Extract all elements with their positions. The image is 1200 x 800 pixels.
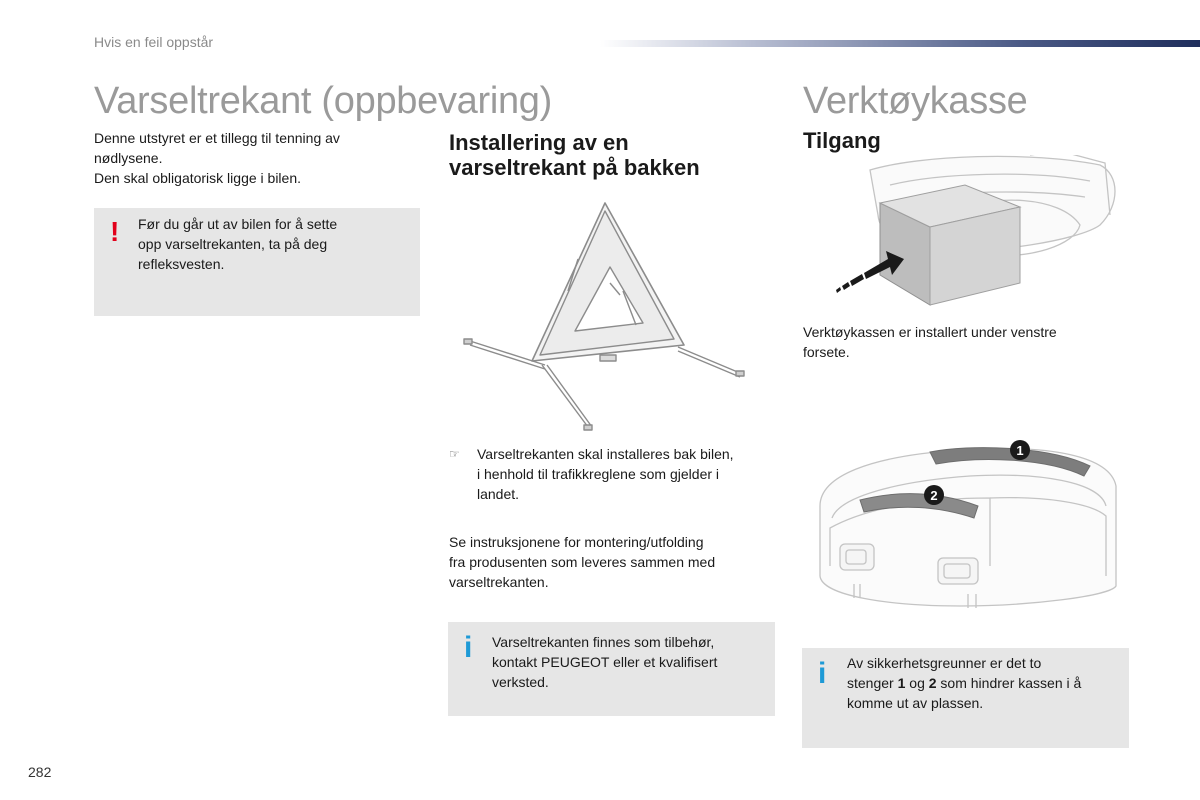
bar-1-reference: 1 (897, 675, 906, 691)
callout-2-label: 2 (930, 488, 938, 503)
section-label: Hvis en feil oppstår (94, 34, 214, 50)
middle-subtitle (449, 130, 779, 180)
info-line (847, 673, 1122, 693)
warning-text (138, 214, 408, 274)
header-gradient-bar (600, 40, 1200, 47)
intro-line: Den skal obligatorisk ligge i bilen. (94, 170, 301, 186)
subtitle-line: Installering av en (449, 130, 629, 155)
para-line: varseltrekanten. (449, 574, 549, 590)
left-page-title: Varseltrekant (oppbevaring) (94, 80, 552, 122)
info-line: kontakt PEUGEOT eller et kvalifisert (492, 654, 718, 670)
warning-icon: ! (110, 216, 120, 247)
info-line: Varseltrekanten finnes som tilbehør, (492, 634, 715, 650)
accessory-info-box (448, 622, 775, 716)
info-icon: i (818, 657, 827, 690)
callout-1-label: 1 (1016, 443, 1024, 458)
subtitle-line: varseltrekant på bakken (449, 155, 700, 180)
warning-line: refleksvesten. (138, 256, 225, 272)
bullet-text (477, 444, 779, 504)
info-line: Av sikkerhetsgreunner er det to (847, 655, 1042, 671)
bar-2-reference: 2 (928, 675, 937, 691)
caption-line: forsete. (803, 344, 850, 360)
warning-line: opp varseltrekanten, ta på deg (138, 236, 328, 252)
left-intro (94, 128, 414, 188)
warning-line: Før du går ut av bilen for å sette (138, 216, 338, 232)
toolbox-caption (803, 322, 1123, 362)
bullet-line: landet. (477, 486, 520, 502)
pointing-hand-icon: ☞ (449, 447, 460, 461)
installation-bullet (449, 444, 779, 504)
accessory-info-text (492, 632, 762, 692)
info-icon: i (464, 631, 473, 664)
bullet-line: i henhold til trafikkreglene som gjelder i (477, 466, 720, 482)
safety-info-text (847, 653, 1122, 713)
warning-triangle-illustration (460, 195, 760, 435)
intro-line: Denne utstyret er et tillegg til tenning av (94, 130, 340, 146)
para-line: fra produsenten som leveres sammen med (449, 554, 716, 570)
bullet-line: Varseltrekanten skal installeres bak bilen, (477, 446, 734, 462)
page-number: 282 (28, 764, 52, 780)
info-text-fragment: som hindrer kassen i å (936, 675, 1082, 691)
seat-toolbox-illustration (830, 155, 1130, 315)
manufacturer-instructions (449, 532, 779, 592)
info-line: komme ut av plassen. (847, 695, 984, 711)
intro-line: nødlysene. (94, 150, 163, 166)
toolbox-bars-illustration (810, 436, 1130, 616)
info-text-fragment: stenger (847, 675, 898, 691)
para-line: Se instruksjonene for montering/utfolding (449, 534, 704, 550)
access-subtitle: Tilgang (803, 128, 881, 153)
caption-line: Verktøykassen er installert under venstre (803, 324, 1057, 340)
safety-info-box (802, 648, 1129, 748)
right-page-title: Verktøykasse (803, 80, 1028, 122)
warning-box (94, 208, 420, 316)
info-text-fragment: og (905, 675, 929, 691)
info-line: verksted. (492, 674, 549, 690)
